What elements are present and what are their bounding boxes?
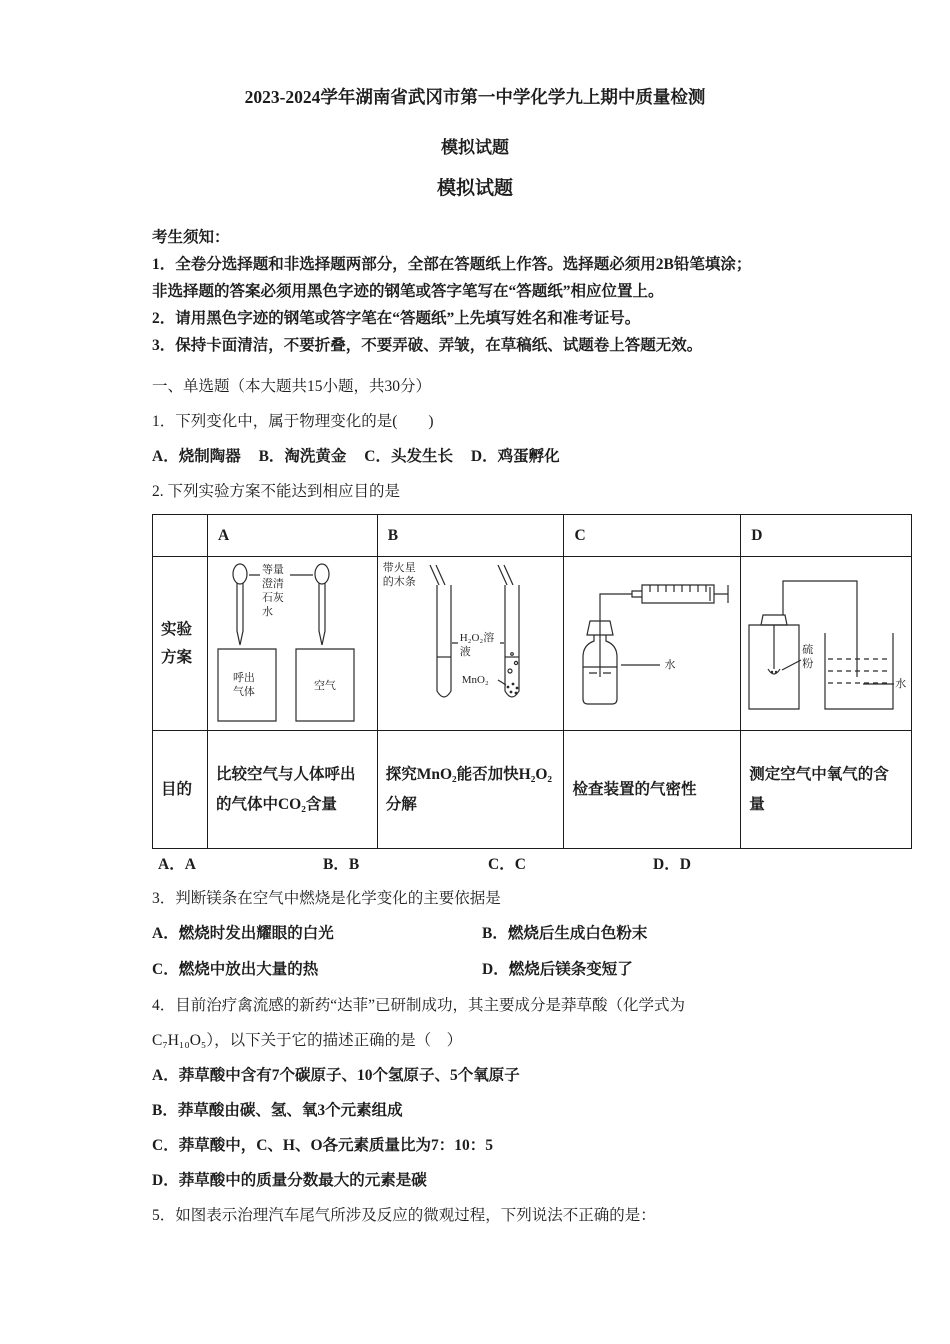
q1-option-c: C．头发生长 xyxy=(364,448,453,465)
q3-option-d: D．燃烧后镁条变短了 xyxy=(482,961,633,978)
q1-option-d: D．鸡蛋孵化 xyxy=(470,448,560,465)
q3-option-c: C．燃烧中放出大量的热 xyxy=(152,961,319,978)
subtitle-1: 模拟试题 xyxy=(441,138,509,157)
row-label-scheme: 实验方案 xyxy=(153,557,208,731)
experiment-c-cell xyxy=(564,557,741,731)
table-header-a: A xyxy=(207,515,377,557)
page-title: 2023-2024学年湖南省武冈市第一中学化学九上期中质量检测 xyxy=(244,87,706,107)
experiment-b-diagram xyxy=(380,559,562,727)
question-5-stem: 5．如图表示治理汽车尾气所涉及反应的微观过程，下列说法不正确的是： xyxy=(152,1207,656,1224)
notice-heading: 考生须知： xyxy=(152,229,230,246)
question-2-choices xyxy=(152,849,912,881)
question-3-options xyxy=(152,916,912,988)
purpose-a: 比较空气与人体呼出的气体中CO₂含量 xyxy=(207,731,377,849)
notice-block xyxy=(152,224,912,359)
purpose-b: 探究MnO₂能否加快H₂O₂分解 xyxy=(377,731,564,849)
exhaled-gas-label: 呼出气体 xyxy=(232,672,255,698)
q2-choice-d: D．D xyxy=(653,856,691,873)
content-area xyxy=(152,224,912,1233)
notice-line-3: 2．请用黑色字迹的钢笔或答字笔在“答题纸”上先填写姓名和准考证号。 xyxy=(152,310,641,327)
table-header-c: C xyxy=(564,515,741,557)
experiment-a-cell xyxy=(207,557,377,731)
q4-option-b: B．莽草酸由碳、氢、氧3个元素组成 xyxy=(152,1102,403,1119)
section-heading: 一、单选题（本大题共15小题，共30分） xyxy=(152,378,432,395)
question-2-stem: 2. 下列实验方案不能达到相应目的是 xyxy=(152,483,401,500)
table-header-b: B xyxy=(377,515,564,557)
q1-option-a: A．烧制陶器 xyxy=(152,448,241,465)
notice-line-4: 3．保持卡面清洁，不要折叠，不要弄破、弄皱，在草稿纸、试题卷上答题无效。 xyxy=(152,337,703,354)
q2-choice-c: C．C xyxy=(488,856,526,873)
row-label-purpose: 目的 xyxy=(153,731,208,849)
question-4-stem-line-1: 4．目前治疗禽流感的新药“达菲”已研制成功，其主要成分是莽草酸（化学式为 xyxy=(152,997,686,1014)
water-label-c: 水 xyxy=(664,659,676,671)
q3-option-b: B．燃烧后生成白色粉末 xyxy=(482,925,648,942)
q4-option-c: C．莽草酸中，C、H、O各元素质量比为7：10：5 xyxy=(152,1137,494,1154)
table-corner-cell xyxy=(153,515,208,557)
experiment-c-apparatus-svg xyxy=(566,559,739,727)
q4-option-d: D．莽草酸中的质量分数最大的元素是碳 xyxy=(152,1172,427,1189)
experiment-d-apparatus-svg xyxy=(743,559,909,727)
question-1-options xyxy=(152,439,912,474)
notice-line-1: 1．全卷分选择题和非选择题两部分，全部在答题纸上作答。选择题必须用2B铅笔填涂； xyxy=(152,256,752,273)
splint-label: 带火星的木条 xyxy=(382,562,416,588)
q2-choice-a: A．A xyxy=(158,856,196,873)
experiment-c-diagram xyxy=(566,559,738,727)
purpose-d: 测定空气中氧气的含量 xyxy=(741,731,912,849)
mno2-label: MnO₂ xyxy=(461,674,489,686)
experiment-b-cell xyxy=(377,557,564,731)
experiment-d-cell xyxy=(741,557,912,731)
q3-option-a: A．燃烧时发出耀眼的白光 xyxy=(152,925,334,942)
purpose-c: 检查装置的气密性 xyxy=(564,731,741,849)
limewater-label: 等量澄清石灰水 xyxy=(261,564,284,618)
water-label-d: 水 xyxy=(895,678,907,690)
h2o2-solution-label: H₂O₂溶液 xyxy=(459,632,495,658)
experiment-d-diagram xyxy=(743,559,909,727)
table-header-d: D xyxy=(741,515,912,557)
sulfur-powder-label: 硫粉 xyxy=(802,644,814,670)
q4-option-a: A．莽草酸中含有7个碳原子、10个氢原子、5个氧原子 xyxy=(152,1067,520,1084)
question-2-table xyxy=(152,514,912,849)
question-4-stem-line-2: C₇H₁₀O₅），以下关于它的描述正确的是（ ） xyxy=(152,1032,463,1049)
notice-line-2: 非选择题的答案必须用黑色字迹的钢笔或答字笔写在“答题纸”相应位置上。 xyxy=(152,283,664,300)
title-block xyxy=(0,84,950,202)
experiment-a-diagram xyxy=(210,559,375,727)
experiment-a-apparatus-svg xyxy=(210,559,376,727)
subtitle-2: 模拟试题 xyxy=(436,178,513,199)
q2-choice-b: B．B xyxy=(323,856,360,873)
question-3-stem: 3．判断镁条在空气中燃烧是化学变化的主要依据是 xyxy=(152,890,501,907)
air-label: 空气 xyxy=(313,680,336,692)
question-1-stem: 1．下列变化中，属于物理变化的是( ) xyxy=(152,413,434,430)
q1-option-b: B．淘洗黄金 xyxy=(258,448,347,465)
